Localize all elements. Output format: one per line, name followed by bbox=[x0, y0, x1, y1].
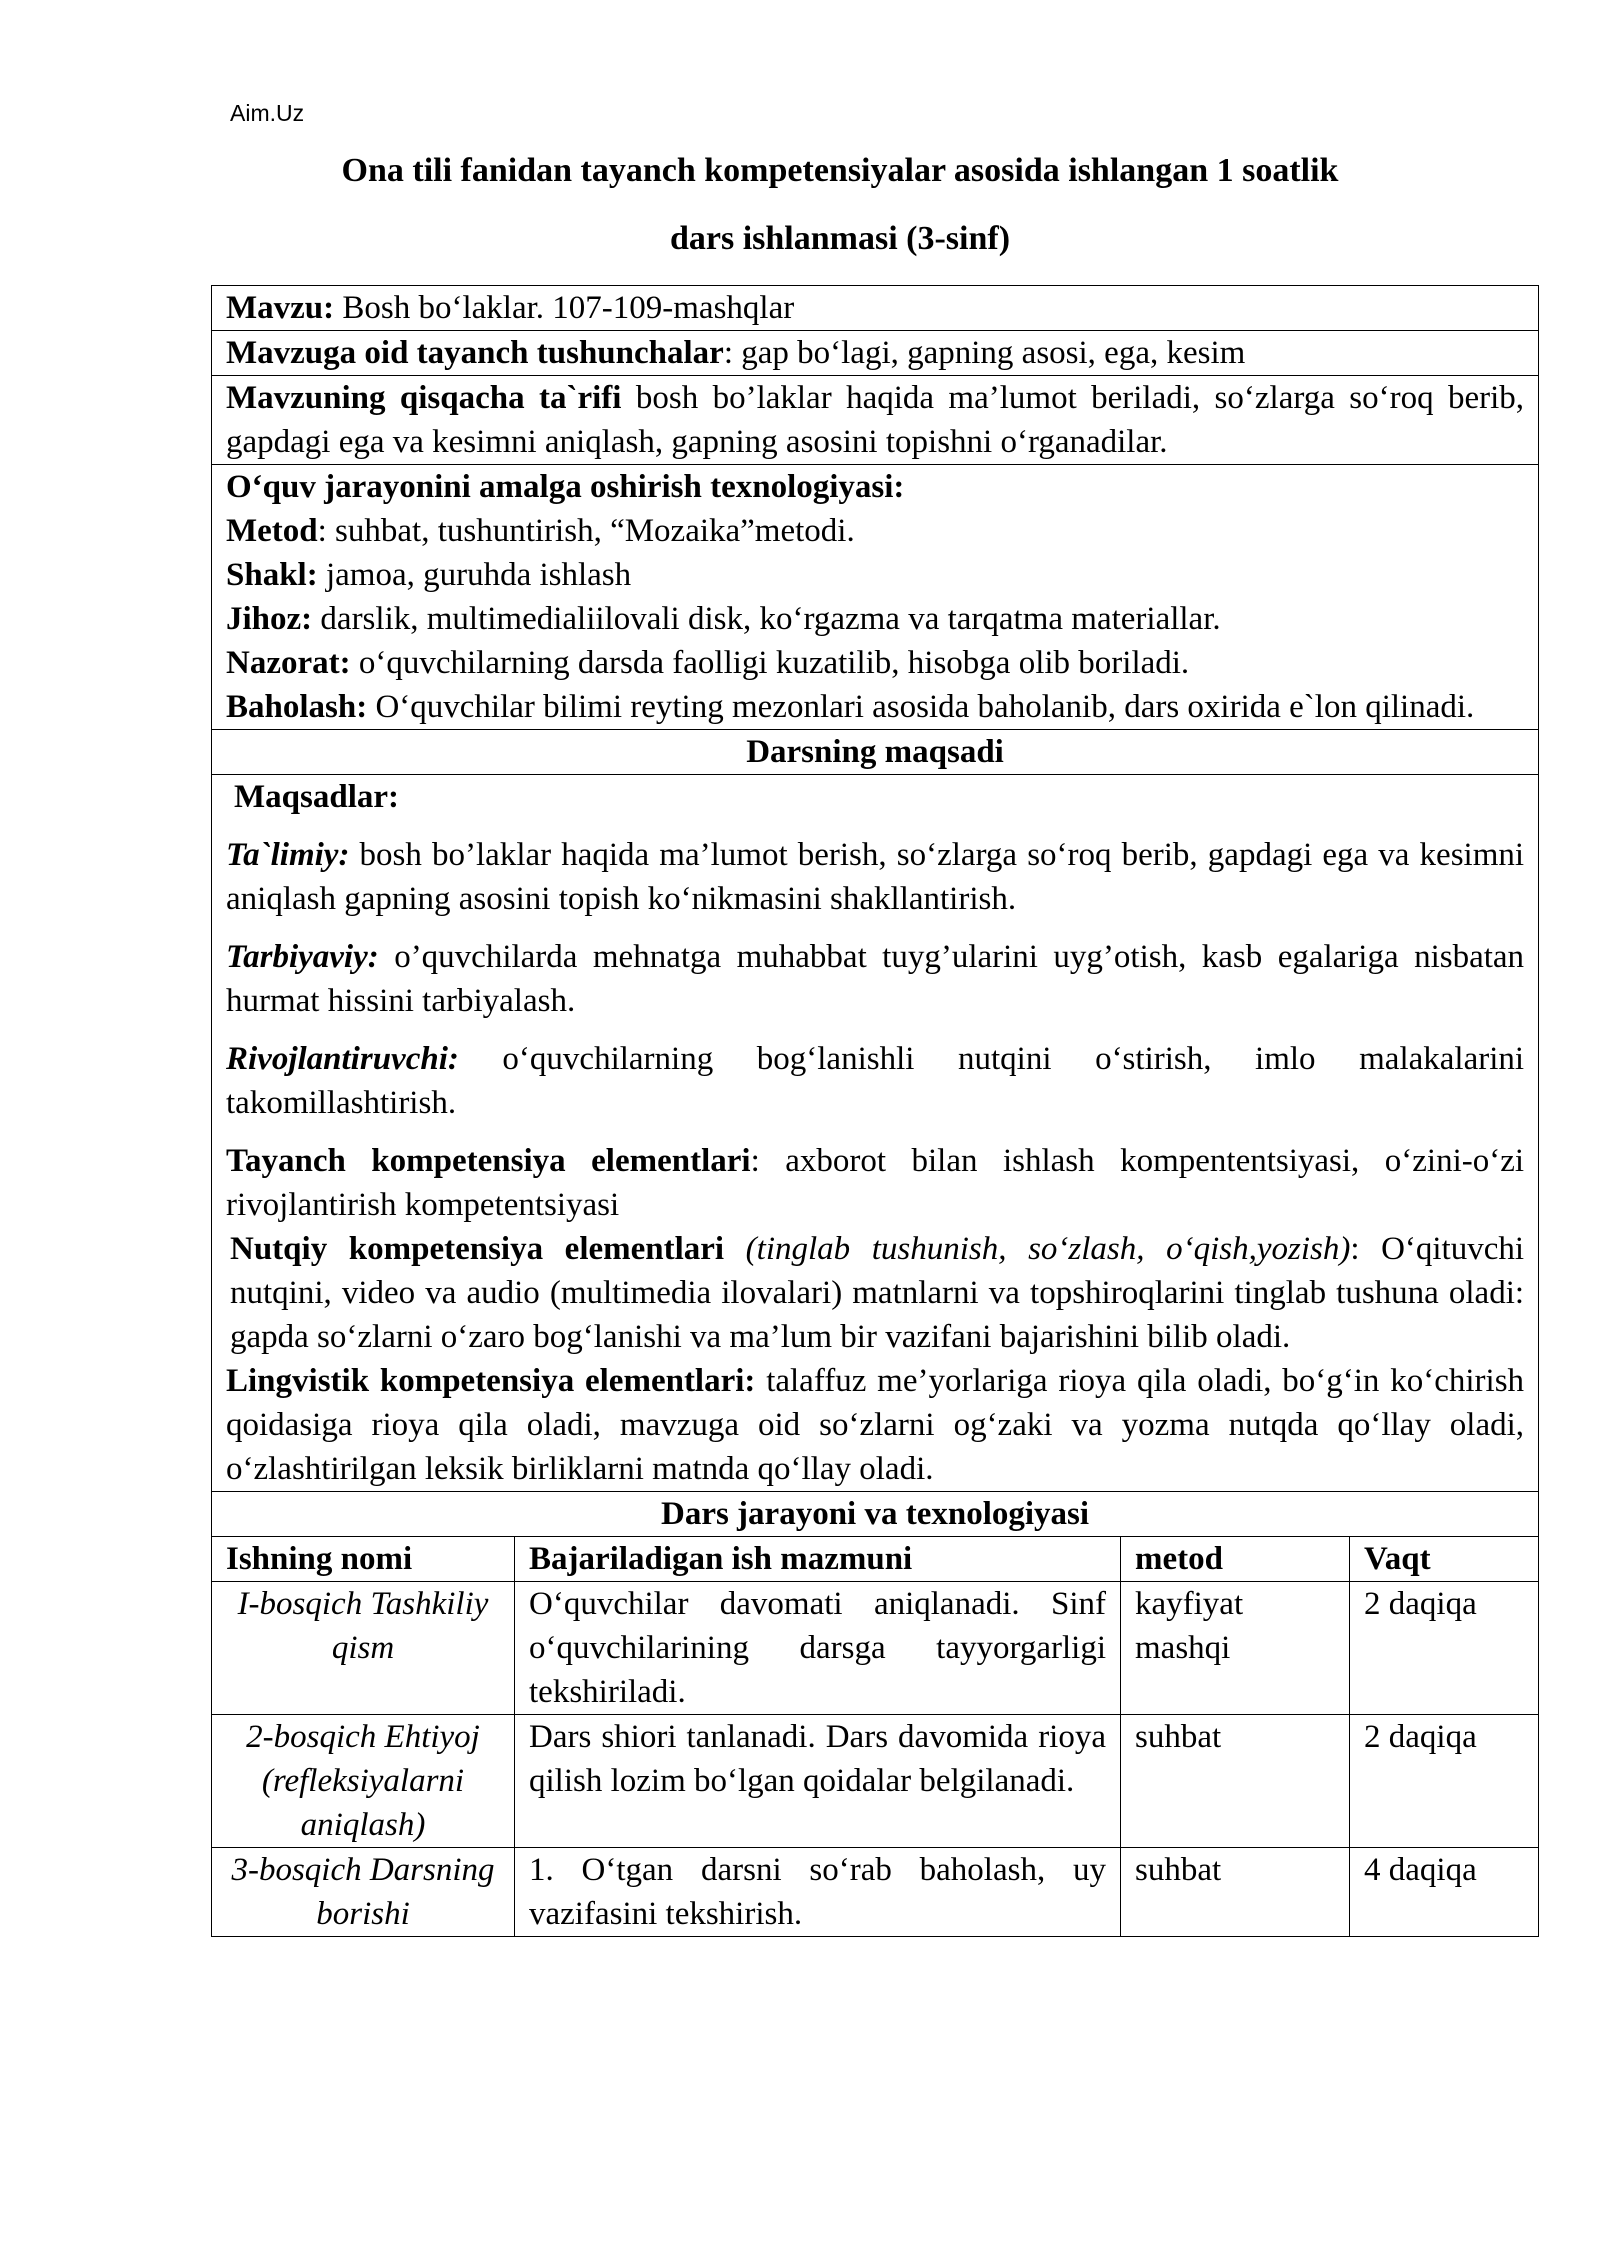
column-header: Ishning nomi bbox=[212, 1537, 515, 1582]
vaqt-cell: 2 daqiqa bbox=[1350, 1715, 1539, 1848]
tushunchalar-cell bbox=[212, 331, 1539, 376]
table-row bbox=[212, 1582, 1539, 1715]
jihoz-text: darslik, multimedialiilovali disk, ko‘rgazma va tarqatma materiallar. bbox=[312, 601, 1221, 637]
stage-cell: I-bosqich Tashkiliy qism bbox=[212, 1582, 515, 1715]
row-tarif bbox=[212, 376, 1539, 465]
shakl-text: jamoa, guruhda ishlash bbox=[317, 557, 632, 593]
metod-text: : suhbat, tushuntirish, “Mozaika”metodi. bbox=[317, 513, 855, 549]
metod-cell: kayfiyat mashqi bbox=[1121, 1582, 1350, 1715]
mavzu-label: Mavzu: bbox=[226, 290, 335, 326]
site-name: Aim.Uz bbox=[230, 100, 305, 126]
content-cell: O‘quvchilar davomati aniqlanadi. Sinf o‘quvchilarining darsga tayyorgarligi tekshiriladi. bbox=[515, 1582, 1121, 1715]
maqsad-heading: Darsning maqsadi bbox=[746, 734, 1004, 770]
table-row bbox=[212, 1848, 1539, 1937]
lesson-plan-table bbox=[211, 285, 1538, 1937]
nutqiy-text: : O‘qituvchi nutqini, video va audio (multimedia ilovalari) matnlarni va topshiroqlarini tinglab tushuna oladi: gapda so‘zlarni o‘zaro bog‘lanishi va ma’lum bir vazifani bajarishini bilib oladi. bbox=[230, 1231, 1525, 1355]
tushunchalar-text: : gap bo‘lagi, gapning asosi, ega, kesim bbox=[723, 335, 1246, 371]
tarbiyaviy-label: Tarbiyaviy: bbox=[226, 939, 379, 975]
content-cell: Dars shiori tanlanadi. Dars davomida rioya qilish lozim bo‘lgan qoidalar belgilanadi. bbox=[515, 1715, 1121, 1848]
tarif-label: Mavzuning qisqacha ta`rifi bbox=[226, 380, 622, 416]
metod-cell: suhbat bbox=[1121, 1848, 1350, 1937]
texnologiya-heading: O‘quv jarayonini amalga oshirish texnologiyasi: bbox=[226, 469, 905, 505]
baholash-text: O‘quvchilar bilimi reyting mezonlari asosida baholanib, dars oxirida e`lon qilinadi. bbox=[367, 689, 1475, 725]
column-header: Bajariladigan ish mazmuni bbox=[515, 1537, 1121, 1582]
tushunchalar-label: Mavzuga oid tayanch tushunchalar bbox=[226, 335, 724, 371]
talimiy-label: Ta`limiy: bbox=[226, 837, 350, 873]
row-texnologiya bbox=[212, 465, 1539, 730]
maqsadlar-cell bbox=[212, 775, 1539, 1492]
maqsadlar-label: Maqsadlar: bbox=[234, 779, 399, 815]
jarayon-heading-cell bbox=[212, 1492, 1539, 1537]
stage-cell: 3-bosqich Darsning borishi bbox=[212, 1848, 515, 1937]
row-maqsad-heading bbox=[212, 730, 1539, 775]
tayanch-text: : axborot bilan ishlash kompententsiyasi, o‘zini-o‘zi rivojlantirish kompetentsiyasi bbox=[226, 1143, 1525, 1223]
vaqt-cell: 4 daqiqa bbox=[1350, 1848, 1539, 1937]
nazorat-label: Nazorat: bbox=[226, 645, 351, 681]
column-header: metod bbox=[1121, 1537, 1350, 1582]
shakl-label: Shakl: bbox=[226, 557, 318, 593]
jarayon-heading: Dars jarayoni va texnologiyasi bbox=[660, 1496, 1090, 1532]
nutqiy-italic: (tinglab tushunish, so‘zlash, o‘qish,yozish) bbox=[724, 1231, 1351, 1267]
tarbiyaviy-text: o’quvchilarda mehnatga muhabbat tuyg’ularini uyg’otish, kasb egalariga nisbatan hurmat hissini tarbiyalash. bbox=[226, 939, 1525, 1019]
lingv-label: Lingvistik kompetensiya elementlari: bbox=[226, 1363, 756, 1399]
nutqiy-label: Nutqiy kompetensiya elementlari bbox=[230, 1231, 725, 1267]
tayanch-label: Tayanch kompetensiya elementlari bbox=[226, 1143, 751, 1179]
maqsad-heading-cell bbox=[212, 730, 1539, 775]
talimiy-text: bosh bo’laklar haqida ma’lumot berish, so‘zlarga so‘roq berib, gapdagi ega va kesimni aniqlash gapning asosini topish ko‘nikmasini shakllantirish. bbox=[226, 837, 1525, 917]
metod-label: Metod bbox=[226, 513, 318, 549]
texnologiya-cell bbox=[212, 465, 1539, 730]
tarif-cell bbox=[212, 376, 1539, 465]
document-title-line-2: dars ishlanmasi (3-sinf) bbox=[669, 220, 1011, 257]
jihoz-label: Jihoz: bbox=[226, 601, 313, 637]
row-mavzu bbox=[212, 286, 1539, 331]
row-maqsadlar bbox=[212, 775, 1539, 1492]
metod-cell: suhbat bbox=[1121, 1715, 1350, 1848]
mavzu-text: Bosh bo‘laklar. 107-109-mashqlar bbox=[334, 290, 795, 326]
mavzu-cell bbox=[212, 286, 1539, 331]
tarif-text: bosh bo’laklar haqida ma’lumot beriladi, so‘zlarga so‘roq berib, gapdagi ega va kesimni aniqlash, gapning asosini topishni o‘rganadilar. bbox=[226, 380, 1525, 460]
column-header: Vaqt bbox=[1350, 1537, 1539, 1582]
content-cell: 1. O‘tgan darsni so‘rab baholash, uy vazifasini tekshirish. bbox=[515, 1848, 1121, 1937]
baholash-label: Baholash: bbox=[226, 689, 368, 725]
row-jarayon-heading bbox=[212, 1492, 1539, 1537]
rivoj-text: o‘quvchilarning bog‘lanishli nutqini o‘stirish, imlo malakalarini takomillashtirish. bbox=[226, 1041, 1525, 1121]
document-title-line-1: Ona tili fanidan tayanch kompetensiyalar asosida ishlangan 1 soatlik bbox=[341, 152, 1339, 189]
lingv-text: talaffuz me’yorlariga rioya qila oladi, bo‘g‘in ko‘chirish qoidasiga rioya qila oladi, mavzuga oid so‘zlarni og‘zaki va yozma nutqda qo‘llay oladi, o‘zlashtirilgan leksik birliklarni matnda qo‘llay oladi. bbox=[226, 1363, 1525, 1487]
table-header-row bbox=[212, 1537, 1539, 1582]
row-tushunchalar bbox=[212, 331, 1539, 376]
table-row bbox=[212, 1715, 1539, 1848]
rivoj-label: Rivojlantiruvchi: bbox=[226, 1041, 459, 1077]
nazorat-text: o‘quvchilarning darsda faolligi kuzatilib, hisobga olib boriladi. bbox=[350, 645, 1190, 681]
stage-cell: 2-bosqich Ehtiyoj (refleksiyalarni aniqlash) bbox=[212, 1715, 515, 1848]
vaqt-cell: 2 daqiqa bbox=[1350, 1582, 1539, 1715]
